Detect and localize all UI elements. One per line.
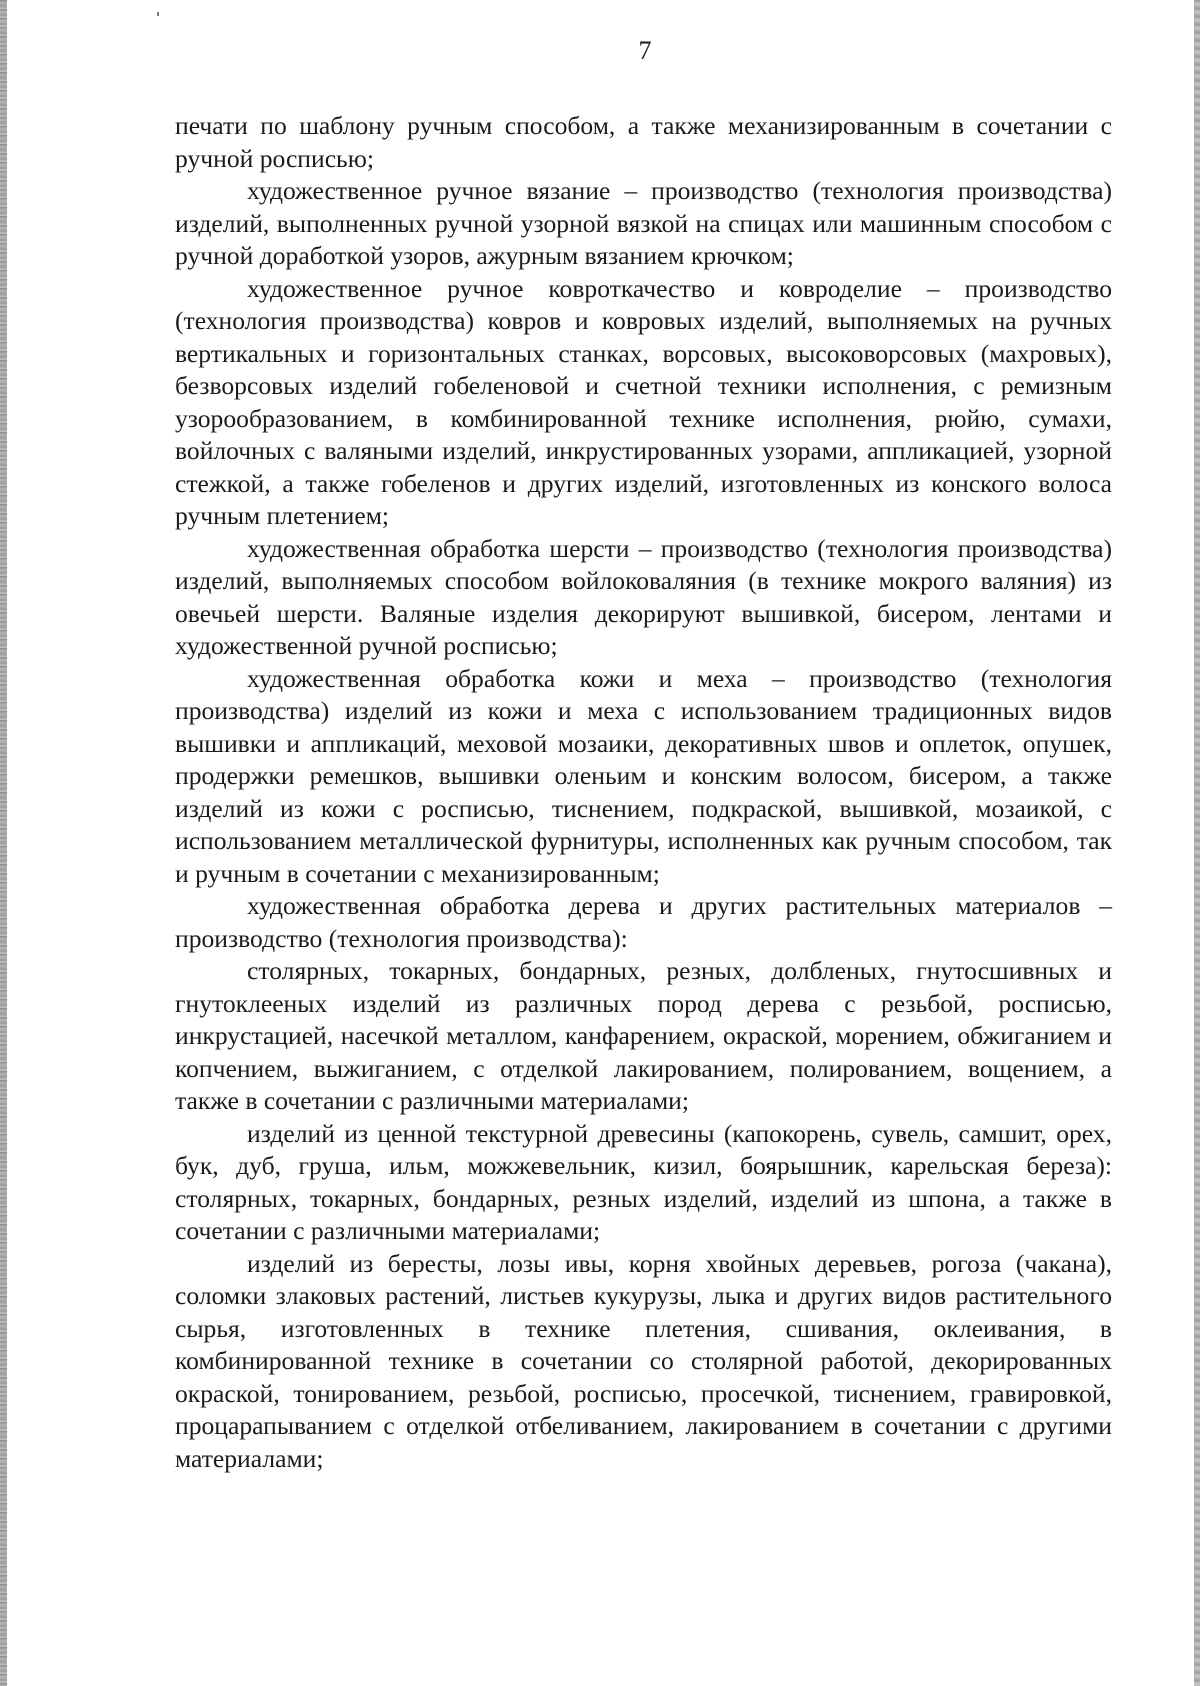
paragraph: художественное ручное вязание – производство (технология производства) изделий, выполненных ручной узорной вязкой на спицах или машинным способом с ручной доработкой узоров, ажурным вязанием крючком;	[175, 176, 1112, 270]
document-body	[175, 110, 1112, 1475]
paragraph: изделий из ценной текстурной древесины (капокорень, сувель, самшит, орех, бук, дуб, груша, ильм, можжевельник, кизил, боярышник, карельская береза): столярных, токарных, бондарных, резных изделий, изделий из шпона, а также в сочетании с различными материалами;	[175, 1118, 1112, 1245]
paragraph: художественная обработка шерсти – производство (технология производства) изделий, выполняемых способом войлоковаляния (в технике мокрого валяния) из овечьей шерсти. Валяные изделия декорируют вышивкой, бисером, лентами и художественной ручной росписью;	[175, 533, 1112, 660]
scan-edge-left	[0, 0, 7, 1686]
paragraph: изделий из бересты, лозы ивы, корня хвойных деревьев, рогоза (чакана), соломки злаковых растений, листьев кукурузы, лыка и других видов растительного сырья, изготовленных в технике плетения, сшивания, оклеивания, в комбинированной технике в сочетании со столярной работой, декорированных окраской, тонированием, резьбой, росписью, просечкой, тиснением, гравировкой, процарапыванием с отделкой отбеливанием, лакированием в сочетании с другими материалами;	[175, 1248, 1112, 1473]
paragraph: художественная обработка кожи и меха – производство (технология производства) изделий из кожи и меха с использованием традиционных видов вышивки и аппликаций, меховой мозаики, декоративных швов и оплеток, опушек, продержки ремешков, вышивки оленьим и конским волосом, бисером, а также изделий из кожи с росписью, тиснением, подкраской, вышивкой, мозаикой, с использованием металлической фурнитуры, исполненных как ручным способом, так и ручным в сочетании с механизированным;	[175, 663, 1112, 888]
scan-speck	[157, 12, 159, 16]
paragraph: столярных, токарных, бондарных, резных, долбленых, гнутосшивных и гнутоклееных изделий из различных пород дерева с резьбой, росписью, инкрустацией, насечкой металлом, канфарением, окраской, морением, обжиганием и копчением, выжиганием, с отделкой лакированием, полированием, вощением, а также в сочетании с различными материалами;	[175, 956, 1112, 1115]
paragraph: художественное ручное ковроткачество и ковроделие – производство (технология производства) ковров и ковровых изделий, выполняемых на ручных вертикальных и горизонтальных станках, ворсовых, высоковорсовых (махровых), безворсовых изделий гобеленовой и счетной техники исполнения, с ремизным узорообразованием, в комбинированной технике исполнения, рюйю, сумахи, войлочных с валяными изделий, инкрустированных узорами, аппликацией, узорной стежкой, а также гобеленов и других изделий, изготовленных из конского волоса ручным плетением;	[175, 273, 1112, 530]
scan-edge-right	[1194, 0, 1200, 1686]
paragraph: печати по шаблону ручным способом, а также механизированным в сочетании с ручной росписью;	[175, 111, 1112, 173]
paragraph: художественная обработка дерева и других растительных материалов – производство (технология производства):	[175, 891, 1112, 953]
page-number: 7	[638, 36, 652, 65]
